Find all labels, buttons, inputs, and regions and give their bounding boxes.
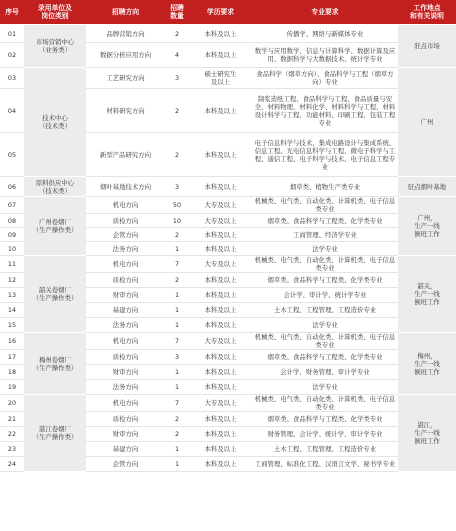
- education-cell: 本科及以上: [189, 25, 252, 43]
- direction-cell: 机电方向: [86, 395, 165, 412]
- seq-cell: 16: [0, 333, 24, 350]
- direction-cell: 法务方向: [86, 242, 165, 256]
- education-cell: 本科及以上: [189, 350, 252, 365]
- direction-cell: 财审方向: [86, 288, 165, 303]
- seq-cell: 02: [0, 43, 24, 68]
- table-row: [0, 197, 456, 214]
- direction-cell: 机电方向: [86, 256, 165, 273]
- seq-cell: 19: [0, 380, 24, 395]
- seq-cell: 04: [0, 89, 24, 133]
- education-cell: 本科及以上: [189, 273, 252, 288]
- direction-cell: 法务方向: [86, 380, 165, 395]
- location-cell: 韶关， 生产一线 倒班工作: [398, 256, 456, 333]
- major-cell: 工商管理、经济学专业: [252, 228, 398, 242]
- header-direction: 招聘方向: [86, 0, 165, 25]
- education-cell: 本科及以上: [189, 318, 252, 333]
- count-cell: 1: [165, 288, 189, 303]
- header-row: [0, 0, 456, 25]
- count-cell: 1: [165, 318, 189, 333]
- major-cell: 机械类、电气类、自动化类、计算机类、电子信息类专业: [252, 197, 398, 214]
- direction-cell: 企管方向: [86, 228, 165, 242]
- unit-cell: 梅州卷烟厂 （生产操作类）: [24, 333, 86, 395]
- education-cell: 本科及以上: [189, 442, 252, 457]
- major-cell: 机械类、电气类、自动化类、计算机类、电子信息类专业: [252, 395, 398, 412]
- direction-cell: 基建方向: [86, 442, 165, 457]
- table-row: [0, 395, 456, 412]
- education-cell: 本科及以上: [189, 365, 252, 380]
- education-cell: 本科及以上: [189, 177, 252, 197]
- count-cell: 50: [165, 197, 189, 214]
- education-cell: 本科及以上: [189, 228, 252, 242]
- education-cell: 大专及以上: [189, 333, 252, 350]
- major-cell: 会计学、财务管理、审计学专业: [252, 365, 398, 380]
- major-cell: 会计学、审计学、统计学专业: [252, 288, 398, 303]
- education-cell: 本科及以上: [189, 288, 252, 303]
- count-cell: 4: [165, 43, 189, 68]
- direction-cell: 品牌营销方向: [86, 25, 165, 43]
- table-row: [0, 256, 456, 273]
- major-cell: 传播学、网络与新媒体专业: [252, 25, 398, 43]
- seq-cell: 03: [0, 68, 24, 89]
- major-cell: 机械类、电气类、自动化类、计算机类、电子信息类专业: [252, 256, 398, 273]
- table-body: [0, 25, 456, 472]
- location-cell: 广州: [398, 68, 456, 177]
- direction-cell: 企管方向: [86, 457, 165, 472]
- seq-cell: 09: [0, 228, 24, 242]
- direction-cell: 烟叶基地技术方向: [86, 177, 165, 197]
- seq-cell: 14: [0, 303, 24, 318]
- count-cell: 2: [165, 427, 189, 442]
- education-cell: 本科及以上: [189, 303, 252, 318]
- count-cell: 2: [165, 228, 189, 242]
- direction-cell: 法务方向: [86, 318, 165, 333]
- major-cell: 土木工程、工程管理、工程造价专业: [252, 303, 398, 318]
- direction-cell: 质检方向: [86, 350, 165, 365]
- table-row: [0, 68, 456, 89]
- count-cell: 3: [165, 350, 189, 365]
- education-cell: 大专及以上: [189, 256, 252, 273]
- direction-cell: 机电方向: [86, 197, 165, 214]
- seq-cell: 05: [0, 133, 24, 177]
- seq-cell: 20: [0, 395, 24, 412]
- education-cell: 大专及以上: [189, 197, 252, 214]
- count-cell: 7: [165, 256, 189, 273]
- education-cell: 本科及以上: [189, 427, 252, 442]
- seq-cell: 12: [0, 273, 24, 288]
- education-cell: 本科及以上: [189, 242, 252, 256]
- education-cell: 本科及以上: [189, 380, 252, 395]
- direction-cell: 财审方向: [86, 427, 165, 442]
- count-cell: 1: [165, 380, 189, 395]
- location-cell: 驻点市场: [398, 25, 456, 68]
- seq-cell: 15: [0, 318, 24, 333]
- location-cell: 广州， 生产一线 倒班工作: [398, 197, 456, 256]
- major-cell: 财务管理、会计学、统计学、审计学专业: [252, 427, 398, 442]
- direction-cell: 基建方向: [86, 303, 165, 318]
- major-cell: 烟草类、食品科学与工程类、化学类专业: [252, 214, 398, 228]
- education-cell: 本科及以上: [189, 457, 252, 472]
- header-location: 工作地点 和有关说明: [398, 0, 456, 25]
- major-cell: 烟草类、食品科学与工程类、化学类专业: [252, 350, 398, 365]
- count-cell: 1: [165, 303, 189, 318]
- count-cell: 1: [165, 242, 189, 256]
- header-seq: 序号: [0, 0, 24, 25]
- seq-cell: 22: [0, 427, 24, 442]
- count-cell: 2: [165, 133, 189, 177]
- direction-cell: 财审方向: [86, 365, 165, 380]
- table-row: [0, 25, 456, 43]
- major-cell: 烟草类、食品科学与工程类、化学类专业: [252, 412, 398, 427]
- header-major: 专业要求: [252, 0, 398, 25]
- count-cell: 10: [165, 214, 189, 228]
- count-cell: 2: [165, 25, 189, 43]
- seq-cell: 21: [0, 412, 24, 427]
- seq-cell: 06: [0, 177, 24, 197]
- major-cell: 法学专业: [252, 242, 398, 256]
- seq-cell: 13: [0, 288, 24, 303]
- seq-cell: 17: [0, 350, 24, 365]
- major-cell: 电子信息科学与技术、集成电路设计与集成系统、信息工程、光电信息科学与工程、微电子科学与工程、通信工程、电子科学与技术、电子信息工程专业: [252, 133, 398, 177]
- table-row: [0, 333, 456, 350]
- major-cell: 制浆造纸工程、食品科学与工程、食品质量与安全、材料物理、材料化学、材料科学与工程、材料设计科学与工程、功能材料、印刷工程、包装工程专业: [252, 89, 398, 133]
- seq-cell: 18: [0, 365, 24, 380]
- education-cell: 硕士研究生 及以上: [189, 68, 252, 89]
- major-cell: 土木工程、工程管理、工程造价专业: [252, 442, 398, 457]
- major-cell: 烟草类、食品科学与工程类、化学类专业: [252, 273, 398, 288]
- education-cell: 本科及以上: [189, 89, 252, 133]
- seq-cell: 08: [0, 214, 24, 228]
- table-row: [0, 177, 456, 197]
- header-education: 学历要求: [189, 0, 252, 25]
- direction-cell: 材料研究方向: [86, 89, 165, 133]
- count-cell: 2: [165, 412, 189, 427]
- major-cell: 食品科学（烟草方向）、食品科学与工程（烟草方向）专业: [252, 68, 398, 89]
- count-cell: 7: [165, 333, 189, 350]
- seq-cell: 01: [0, 25, 24, 43]
- direction-cell: 数据分析应用方向: [86, 43, 165, 68]
- seq-cell: 11: [0, 256, 24, 273]
- seq-cell: 24: [0, 457, 24, 472]
- major-cell: 工商管理、标准化工程、汉语言文学、秘书学专业: [252, 457, 398, 472]
- count-cell: 1: [165, 457, 189, 472]
- location-cell: 梅州， 生产一线 倒班工作: [398, 333, 456, 395]
- major-cell: 法学专业: [252, 318, 398, 333]
- unit-cell: 原料供应中心 （技术类）: [24, 177, 86, 197]
- count-cell: 2: [165, 273, 189, 288]
- count-cell: 7: [165, 395, 189, 412]
- location-cell: 湛江， 生产一线 倒班工作: [398, 395, 456, 472]
- direction-cell: 质检方向: [86, 273, 165, 288]
- major-cell: 烟草类、植物生产类专业: [252, 177, 398, 197]
- major-cell: 机械类、电气类、自动化类、计算机类、电子信息类专业: [252, 333, 398, 350]
- count-cell: 3: [165, 68, 189, 89]
- count-cell: 1: [165, 442, 189, 457]
- education-cell: 本科及以上: [189, 412, 252, 427]
- unit-cell: 技术中心 （技术类）: [24, 68, 86, 177]
- location-cell: 驻点烟叶基地: [398, 177, 456, 197]
- direction-cell: 工艺研究方向: [86, 68, 165, 89]
- direction-cell: 质检方向: [86, 412, 165, 427]
- major-cell: 法学专业: [252, 380, 398, 395]
- unit-cell: 湛江卷烟厂 （生产操作类）: [24, 395, 86, 472]
- direction-cell: 质检方向: [86, 214, 165, 228]
- count-cell: 1: [165, 365, 189, 380]
- education-cell: 本科及以上: [189, 43, 252, 68]
- count-cell: 3: [165, 177, 189, 197]
- unit-cell: 广州卷烟厂 （生产操作类）: [24, 197, 86, 256]
- unit-cell: 韶关卷烟厂 （生产操作类）: [24, 256, 86, 333]
- count-cell: 2: [165, 89, 189, 133]
- header-count: 招聘 数量: [165, 0, 189, 25]
- major-cell: 数学与应用数学、信息与计算科学、数据计算及应用、数据科学与大数据技术、统计学专业: [252, 43, 398, 68]
- education-cell: 大专及以上: [189, 395, 252, 412]
- seq-cell: 10: [0, 242, 24, 256]
- header-unit: 录用单位及 岗位类别: [24, 0, 86, 25]
- education-cell: 本科及以上: [189, 133, 252, 177]
- direction-cell: 新型产品研究方向: [86, 133, 165, 177]
- unit-cell: 市场营销中心 （业务类）: [24, 25, 86, 68]
- education-cell: 大专及以上: [189, 214, 252, 228]
- direction-cell: 机电方向: [86, 333, 165, 350]
- seq-cell: 07: [0, 197, 24, 214]
- seq-cell: 23: [0, 442, 24, 457]
